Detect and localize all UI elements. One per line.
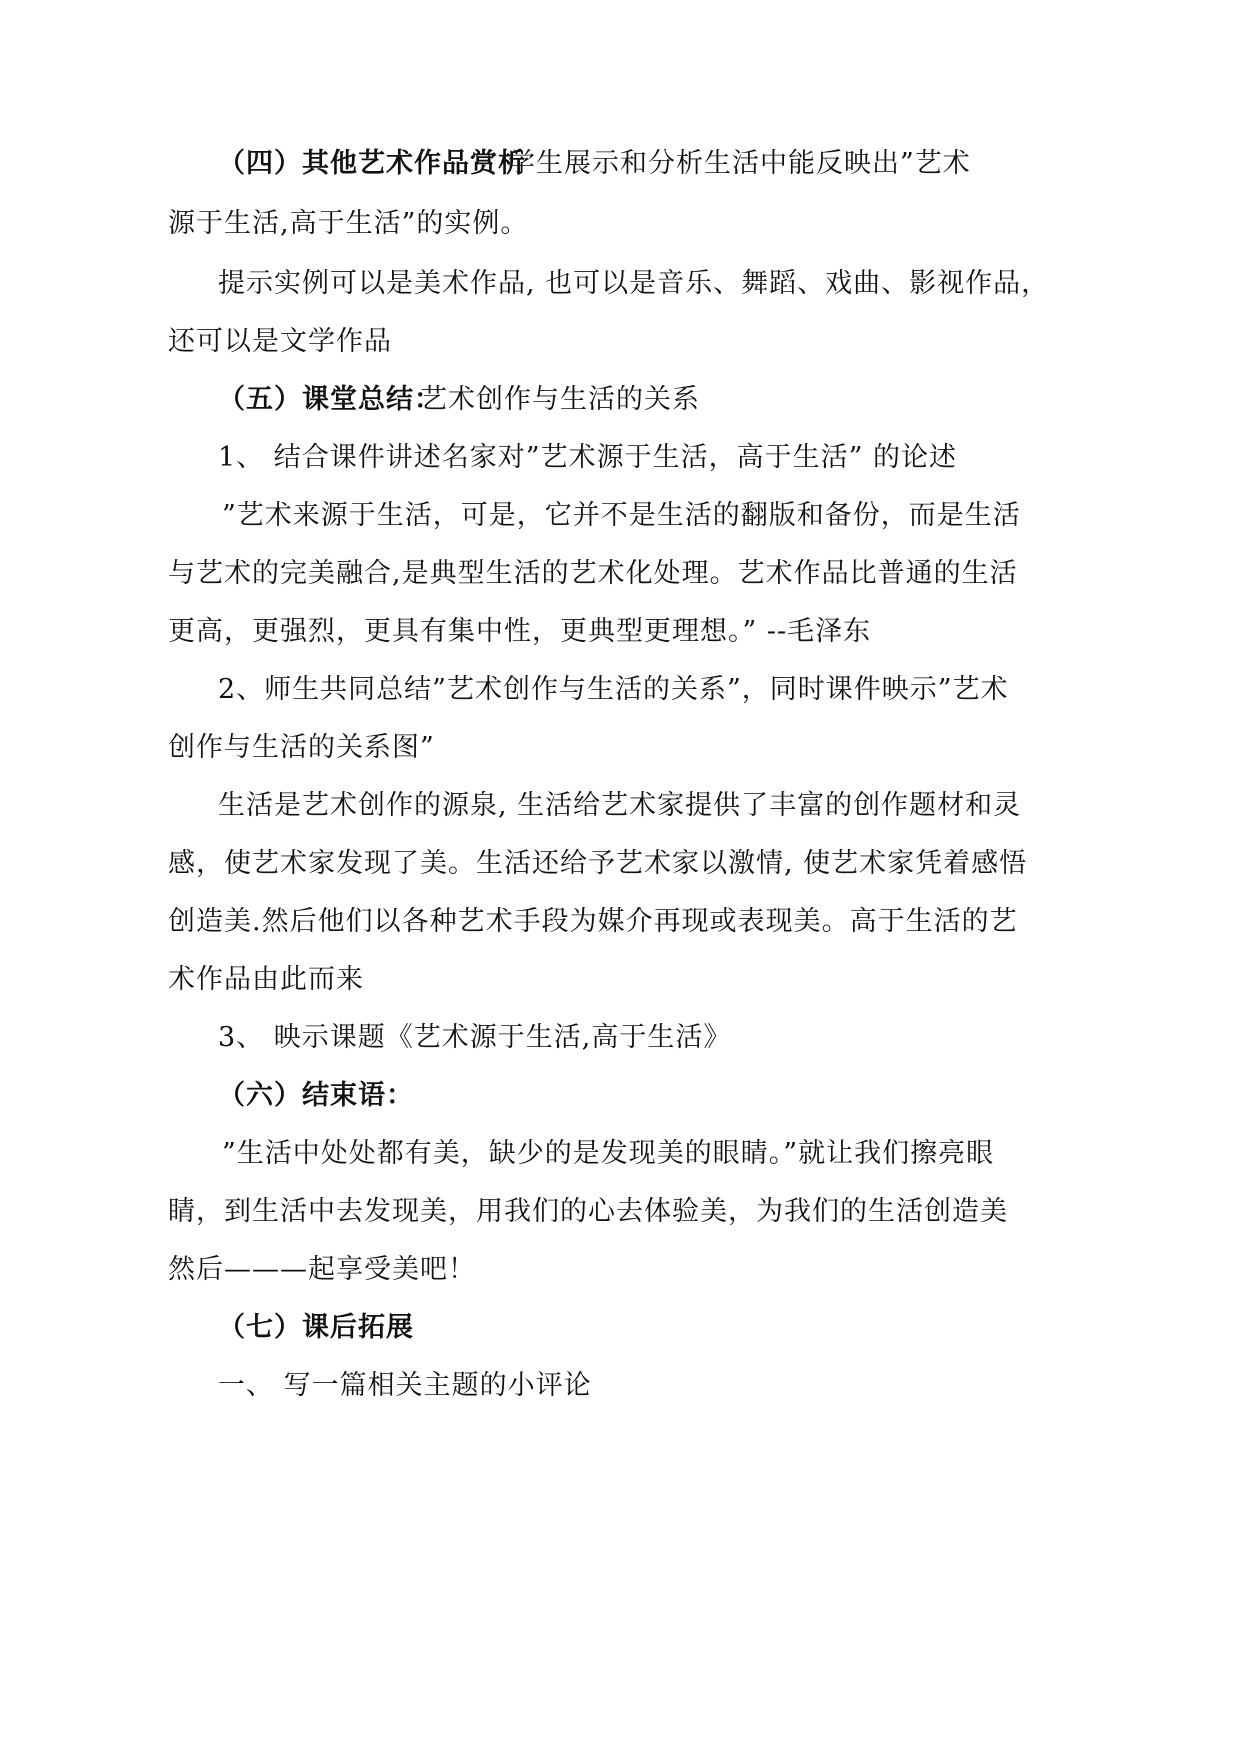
list-item-text: 创作与生活的关系图” [168, 732, 435, 763]
section-5-item-3 [0, 1018, 1241, 1058]
closing-text: 睛，到生活中去发现美，用我们的心去体验美，为我们的生活创造美 [168, 1196, 1008, 1227]
section-7-heading: （七）课后拓展 [218, 1312, 414, 1343]
list-item: 2、师生共同总结”艺术创作与生活的关系”，同时课件映示”艺术 [218, 674, 1009, 705]
section-5-heading-text: 艺术创作与生活的关系 [420, 384, 700, 415]
closing-text: 然后———起享受美吧！ [168, 1254, 476, 1285]
section-6-heading-line [0, 1076, 1241, 1116]
closing-text: ”生活中处处都有美，缺少的是发现美的眼睛。”就让我们擦亮眼 [222, 1138, 995, 1169]
section-5-heading-line [0, 380, 1241, 420]
quote-text: 与艺术的完美融合,是典型生活的艺术化处理。艺术作品比普通的生活 [168, 558, 1018, 589]
section-4-line-2 [0, 204, 1241, 244]
section-4-line-1 [0, 144, 1241, 184]
list-item: 一、 写一篇相关主题的小评论 [218, 1370, 592, 1401]
paragraph-line-1 [0, 786, 1241, 826]
paragraph-text: 感，使艺术家发现了美。生活还给予艺术家以激情, 使艺术家凭着感悟 [168, 848, 1028, 879]
section-4-heading: （四）其他艺术作品赏析 [218, 148, 526, 179]
section-4-text: 源于生活,高于生活”的实例。 [168, 208, 529, 239]
quote-line-1 [0, 496, 1241, 536]
paragraph-text: 术作品由此而来 [168, 964, 364, 995]
paragraph-line-3 [0, 902, 1241, 942]
section-6-line-2 [0, 1192, 1241, 1232]
paragraph-line-2 [0, 844, 1241, 884]
list-item: 3、 映示课题《艺术源于生活,高于生活》 [218, 1022, 732, 1053]
section-5-item-1 [0, 438, 1241, 478]
quote-text: ”艺术来源于生活，可是，它并不是生活的翻版和备份，而是生活 [222, 500, 1021, 531]
paragraph-text: 生活是艺术创作的源泉, 生活给艺术家提供了丰富的创作题材和灵 [218, 790, 1022, 821]
quote-text: 更高，更强烈，更具有集中性，更典型更理想。” --毛泽东 [168, 616, 872, 647]
section-5-item-2-line-1 [0, 670, 1241, 710]
section-5-item-2-line-2 [0, 728, 1241, 768]
quote-line-2 [0, 554, 1241, 594]
section-4-hint-line-2 [0, 322, 1241, 362]
hint-text: 提示实例可以是美术作品, 也可以是音乐、舞蹈、戏曲、影视作品， [218, 268, 1050, 299]
section-6-heading: （六）结束语： [218, 1080, 414, 1111]
paragraph-line-4 [0, 960, 1241, 1000]
paragraph-text: 创造美.然后他们以各种艺术手段为媒介再现或表现美。高于生活的艺 [168, 906, 1018, 937]
list-item: 1、 结合课件讲述名家对”艺术源于生活，高于生活” 的论述 [218, 442, 957, 473]
section-7-heading-line [0, 1308, 1241, 1348]
section-6-line-3 [0, 1250, 1241, 1290]
section-5-heading: （五）课堂总结： [218, 384, 442, 415]
section-4-hint-line-1 [0, 264, 1241, 304]
section-7-item-1 [0, 1366, 1241, 1406]
hint-text: 还可以是文学作品 [168, 326, 392, 357]
section-6-line-1 [0, 1134, 1241, 1174]
section-4-intro-text: 学生展示和分析生活中能反映出”艺术 [508, 148, 971, 179]
quote-line-3 [0, 612, 1241, 652]
